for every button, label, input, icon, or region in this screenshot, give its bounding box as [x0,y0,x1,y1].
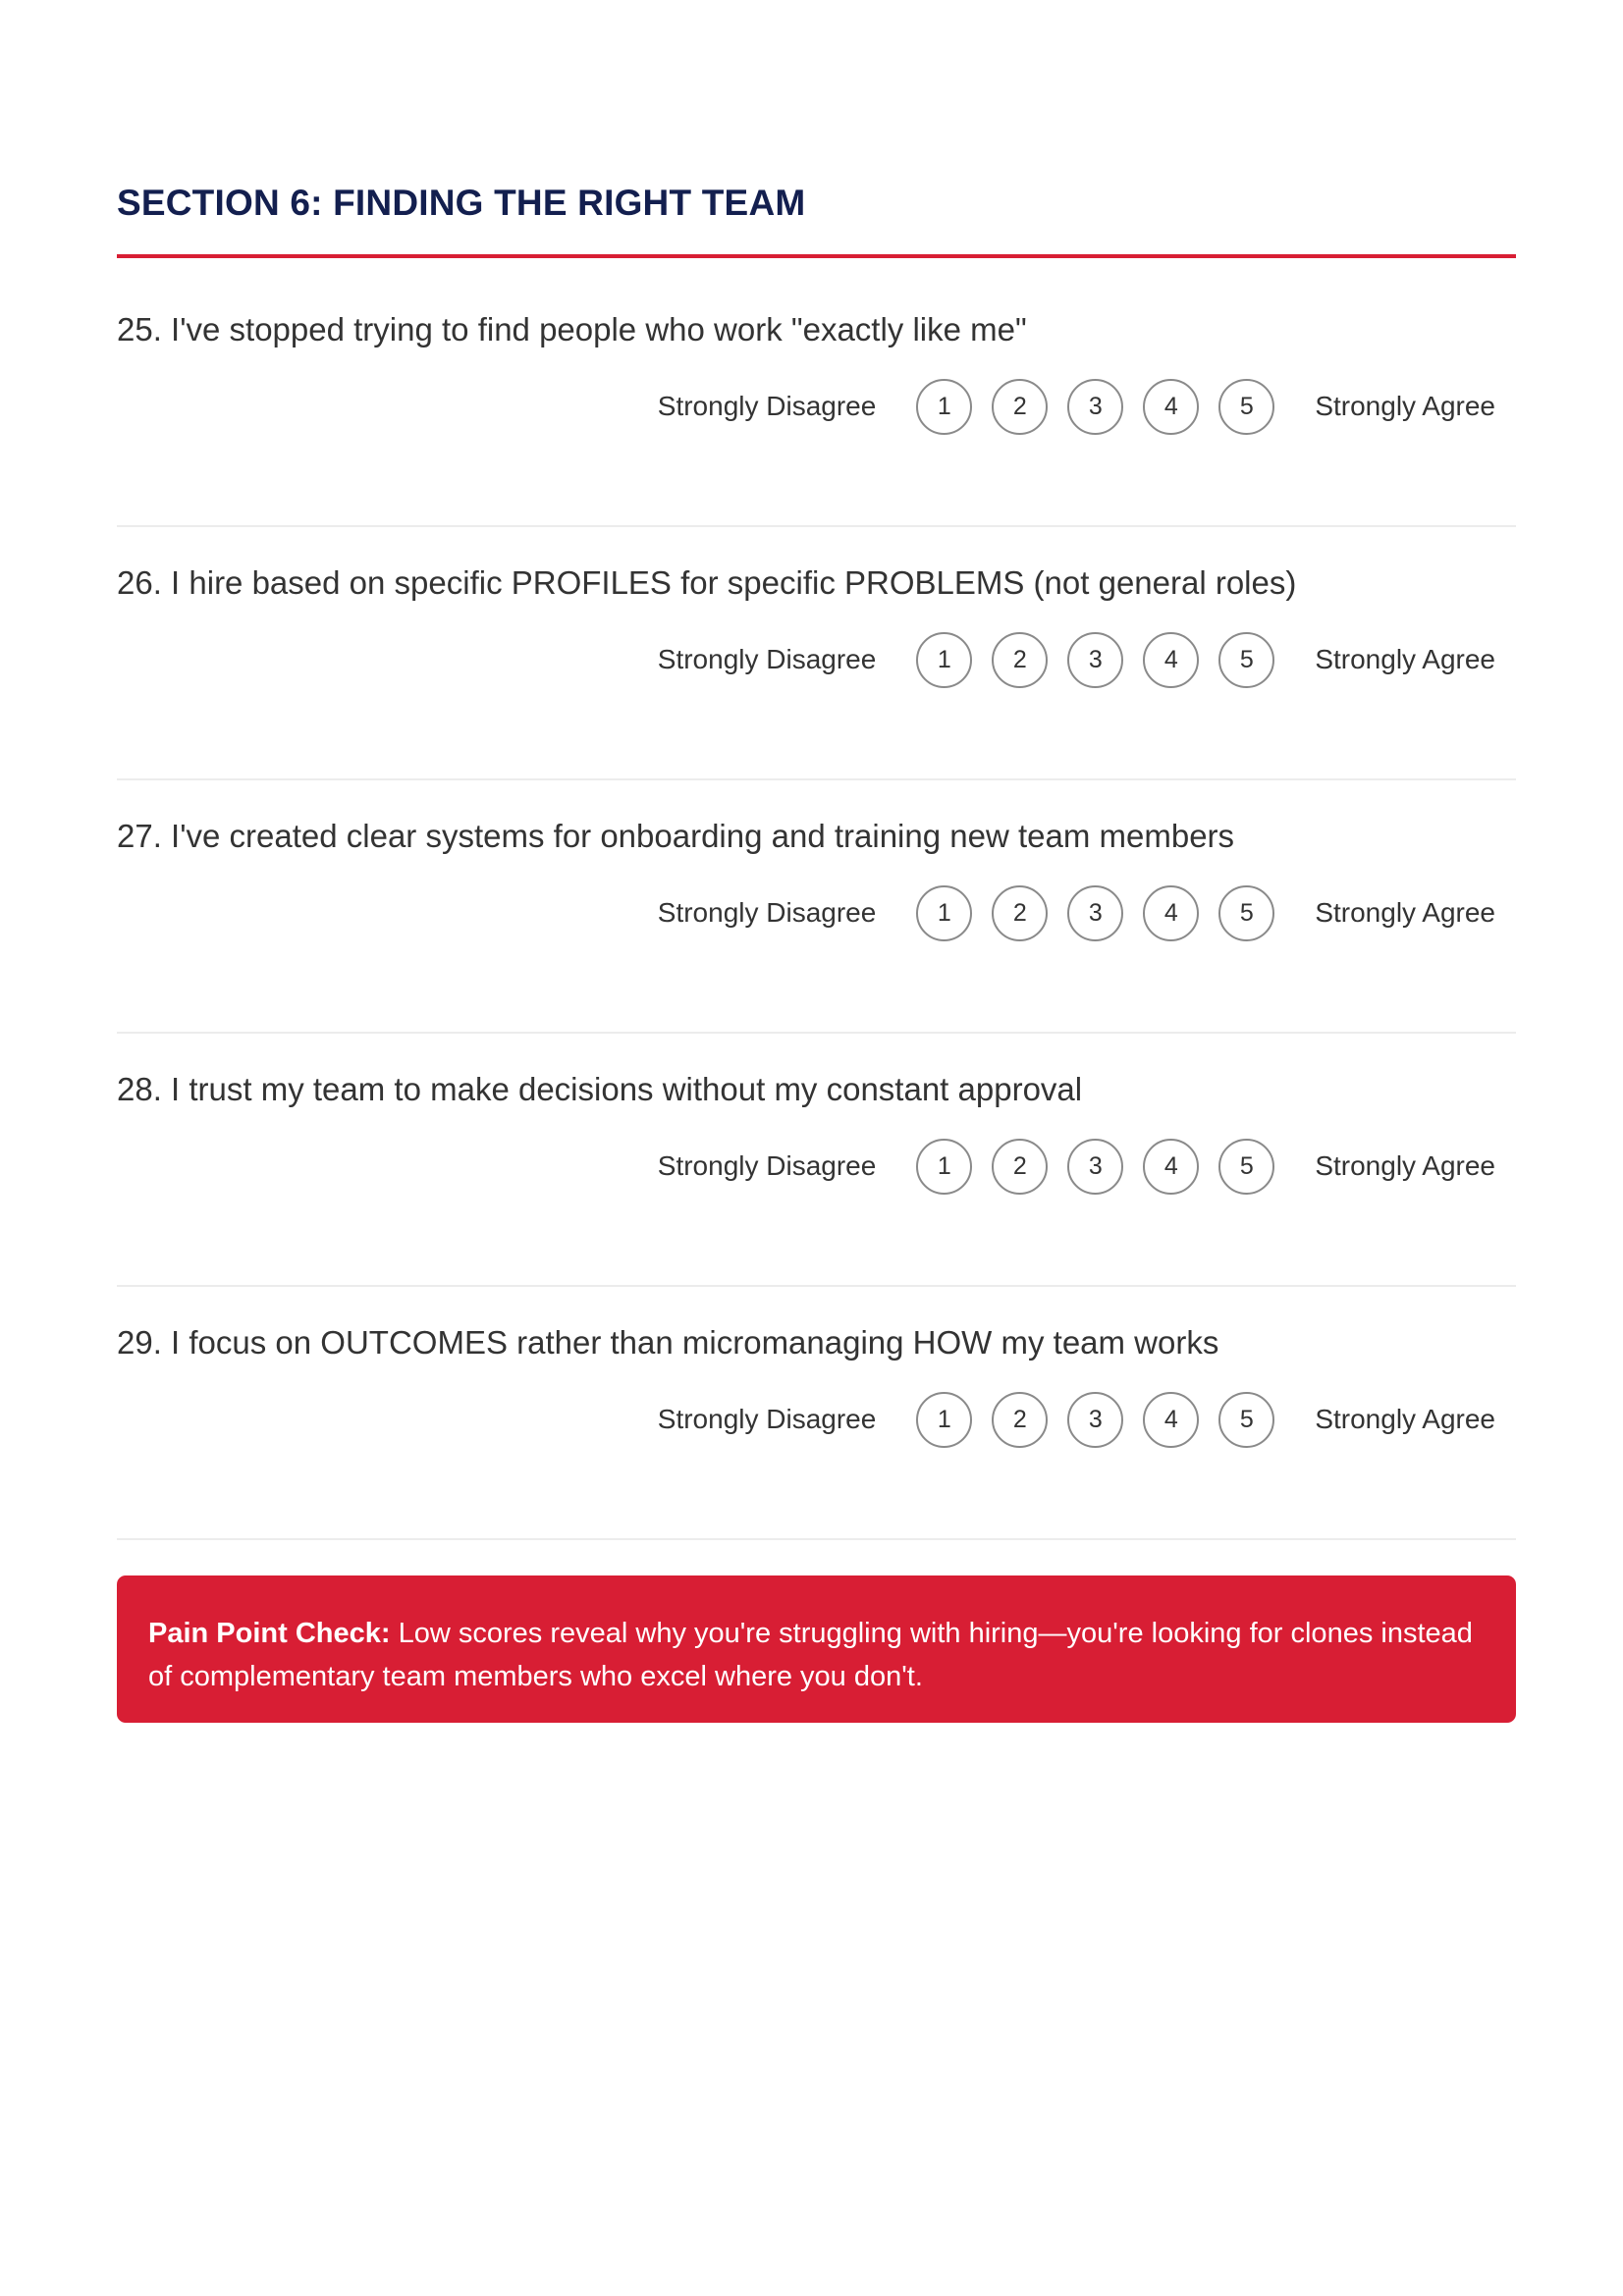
scale-label-disagree: Strongly Disagree [657,391,877,421]
rating-scale [658,884,1495,941]
scale-label-agree: Strongly Agree [1315,897,1495,928]
scale-label-disagree: Strongly Disagree [657,1150,877,1181]
section-title: SECTION 6: FINDING THE RIGHT TEAM [117,183,806,223]
question-item [117,780,1516,1034]
rating-scale [658,1138,1495,1195]
rating-option-3[interactable]: 3 [1067,885,1123,941]
question-text: 29. I focus on OUTCOMES rather than micromanaging HOW my team works [117,1324,1219,1361]
question-text: 28. I trust my team to make decisions without my constant approval [117,1071,1083,1107]
callout-text: Low scores reveal why you're struggling with hiring—you're looking for clones instead of complementary team members who excel where you don't. [148,1618,1473,1692]
rating-option-1[interactable]: 1 [916,632,972,688]
rating-option-2[interactable]: 2 [992,1392,1048,1448]
rating-option-3[interactable]: 3 [1067,632,1123,688]
scale-label-disagree: Strongly Disagree [657,1404,877,1434]
rating-option-4[interactable]: 4 [1143,1139,1199,1195]
rating-option-3[interactable]: 3 [1067,1139,1123,1195]
rating-option-5[interactable]: 5 [1218,885,1274,941]
question-item [117,274,1516,527]
question-text: 25. I've stopped trying to find people who work "exactly like me" [117,311,1027,347]
rating-option-4[interactable]: 4 [1143,1392,1199,1448]
rating-option-5[interactable]: 5 [1218,379,1274,435]
section-divider [117,254,1516,258]
rating-option-5[interactable]: 5 [1218,1139,1274,1195]
rating-option-5[interactable]: 5 [1218,632,1274,688]
rating-option-1[interactable]: 1 [916,1392,972,1448]
rating-option-3[interactable]: 3 [1067,379,1123,435]
rating-scale [658,631,1495,688]
question-item [117,1287,1516,1540]
scale-label-agree: Strongly Agree [1315,644,1495,674]
rating-option-5[interactable]: 5 [1218,1392,1274,1448]
scale-label-disagree: Strongly Disagree [657,644,877,674]
question-divider [117,1538,1516,1540]
rating-option-4[interactable]: 4 [1143,885,1199,941]
question-text: 26. I hire based on specific PROFILES for specific PROBLEMS (not general roles) [117,564,1297,601]
scale-label-agree: Strongly Agree [1315,391,1495,421]
scale-label-agree: Strongly Agree [1315,1404,1495,1434]
rating-option-2[interactable]: 2 [992,379,1048,435]
rating-option-4[interactable]: 4 [1143,379,1199,435]
rating-option-2[interactable]: 2 [992,1139,1048,1195]
rating-option-4[interactable]: 4 [1143,632,1199,688]
scale-label-disagree: Strongly Disagree [657,897,877,928]
question-text: 27. I've created clear systems for onboarding and training new team members [117,818,1235,854]
question-item [117,527,1516,780]
rating-scale [658,1391,1495,1448]
rating-option-2[interactable]: 2 [992,885,1048,941]
rating-scale [658,378,1495,435]
pain-point-callout [117,1575,1516,1723]
rating-option-1[interactable]: 1 [916,379,972,435]
rating-option-1[interactable]: 1 [916,1139,972,1195]
question-item [117,1034,1516,1287]
callout-label: Pain Point Check: [148,1618,391,1649]
rating-option-1[interactable]: 1 [916,885,972,941]
rating-option-2[interactable]: 2 [992,632,1048,688]
rating-option-3[interactable]: 3 [1067,1392,1123,1448]
scale-label-agree: Strongly Agree [1315,1150,1495,1181]
